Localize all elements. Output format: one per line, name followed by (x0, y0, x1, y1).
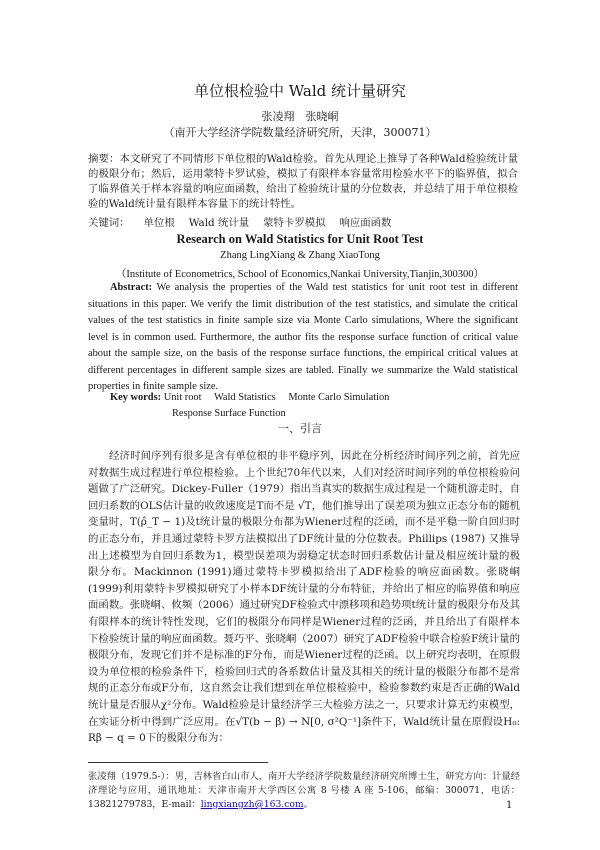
keyword-en-2: Wald Statistics (213, 392, 276, 403)
footnote-divider (88, 762, 268, 763)
keywords-en-label: Key words: (110, 392, 162, 403)
keyword-cn-3: 蒙特卡罗模拟 (263, 217, 326, 229)
keywords-cn-label: 关键词： (88, 217, 130, 229)
abstract-cn: 摘要：本文研究了不同情形下单位根的Wald检验。首先从理论上推导了各种Wald检验统计量的极限分布；然后，运用蒙特卡罗试验，模拟了有限样本容量常用检验水平下的临界值，拟合了临界值关于样本容量的响应面函数，给出了检验统计量的分位数表，并总结了用于单位根检验的Wald统计量有限样本容量下的统计特性。 (88, 153, 518, 210)
keywords-cn (88, 214, 518, 229)
abstract-en-label: Abstract: (110, 282, 153, 293)
keyword-cn-1: 单位根 (143, 217, 175, 229)
paper-title-cn: 单位根检验中 Wald 统计量研究 (194, 82, 406, 100)
intro-paragraph: 经济时间序列有很多是含有单位根的非平稳序列，因此在分析经济时间序列之前，首先应对数据生成过程进行单位根检验。上个世纪70年代以来，人们对经济时间序列的单位根检验问题做了广泛研究。Dickey-Fuller（1979）指出当真实的数据生成过程是一个随机游走时，自回归系数的OLS估计量的收敛速度是T而不是 √T，他们推导出了误差项为独立正态分布的随机变量时，T(ρ̂_T − 1)及t统计量的极限分布都为Wiener过程的泛函，而不是平稳一阶自回归时的正态分布，并且通过蒙特卡罗方法模拟出了DF统计量的分位数表。Phillips (1987) 又推导出上述模型为自回归系数为1，模型误差项为弱稳定状态时回归系数估计量及相应统计量的极限分布。Mackinnon (1991)通过蒙特卡罗模拟给出了ADF检验的响应面函数。张晓峒(1999)利用蒙特卡罗模拟研究了小样本DF统计量的分布特征，并给出了相应的临界值和响应面函数。张晓峒、攸频（2006）通过研究DF检验式中漂移项和趋势项t统计量的极限分布及其有限样本的统计特性发现，它们的极限分布同样是Wiener过程的泛函，并且给出了有限样本下检验统计量的响应面函数。聂巧平、张晓峒（2007）研究了ADF检验中联合检验F统计量的极限分布，发现它们并不是标准的F分布，而是Wiener过程的泛函。以上研究均表明，在原假设为单位根的检验条件下，检验回归式的各系数估计量及其相关的统计量的极限分布都不是常规的正态分布或F分布，这自然会让我们想到在单位根检验中，检验参数约束是否正确的Wald统计量是否服从χ²分布。Wald检验是计量经济学三大检验方法之一，只要求计算无约束模型，在实证分析中得到广泛应用。在√T(b − β) → N[0, σ²Q⁻¹]条件下，Wald统计量在原假设H₀: Rβ − q = 0下的极限分布为： (88, 450, 520, 745)
keywords-en (110, 390, 510, 422)
abstract-en-text: We analysis the properties of the Wald test statistics for unit root test in different situations in this paper. We verify the limit distribution of the test statistics, and simulate the critical values of the test statistics in finite sample size via Monte Carlo simulations, Where the significant level is in common used. Furthermore, the author fits the response surface function of critical value about the sample size, on the basis of the response surface functions, the empirical critical values at different percentages in different sample sizes are tabled. Finally we summarize the Wald statistical properties in finite sample size. (88, 282, 518, 392)
author-footnote (88, 770, 520, 812)
authors-cn: 张凌翔 张晓峒 (261, 110, 339, 123)
keyword-en-3: Monte Carlo Simulation (288, 392, 390, 403)
section-heading-intro: 一、引言 (278, 422, 322, 435)
footnote-text: 张凌翔（1979.5-）：男，吉林省白山市人，南开大学经济学院数量经济研究所博士生，研究方向：计量经济理论与应用，通讯地址：天津市南开大学西区公寓 8 号楼 A 座 5-106，邮编：300071，电话：13821279783，E-mail： (88, 771, 520, 810)
keyword-en-1: Unit root (163, 392, 202, 403)
footnote-email-link[interactable]: lingxiangzh@163.com (200, 799, 304, 810)
keyword-en-4: Response Surface Function (172, 408, 286, 419)
keyword-cn-4: 响应面函数 (339, 217, 392, 229)
paper-title-en: Research on Wald Statistics for Unit Root Test (176, 232, 424, 246)
keyword-cn-2: Wald 统计量 (188, 217, 250, 229)
affiliation-en: （Institute of Econometrics, School of Economics,Nankai University,Tianjin,300300） (115, 269, 485, 280)
abstract-en (88, 280, 518, 396)
page-number: 1 (506, 800, 513, 811)
authors-en: Zhang LingXiang & Zhang XiaoTong (220, 250, 380, 261)
affiliation-cn: （南开大学经济学院数量经济研究所，天津，300071） (163, 126, 437, 139)
footnote-tail: 。 (303, 799, 313, 810)
